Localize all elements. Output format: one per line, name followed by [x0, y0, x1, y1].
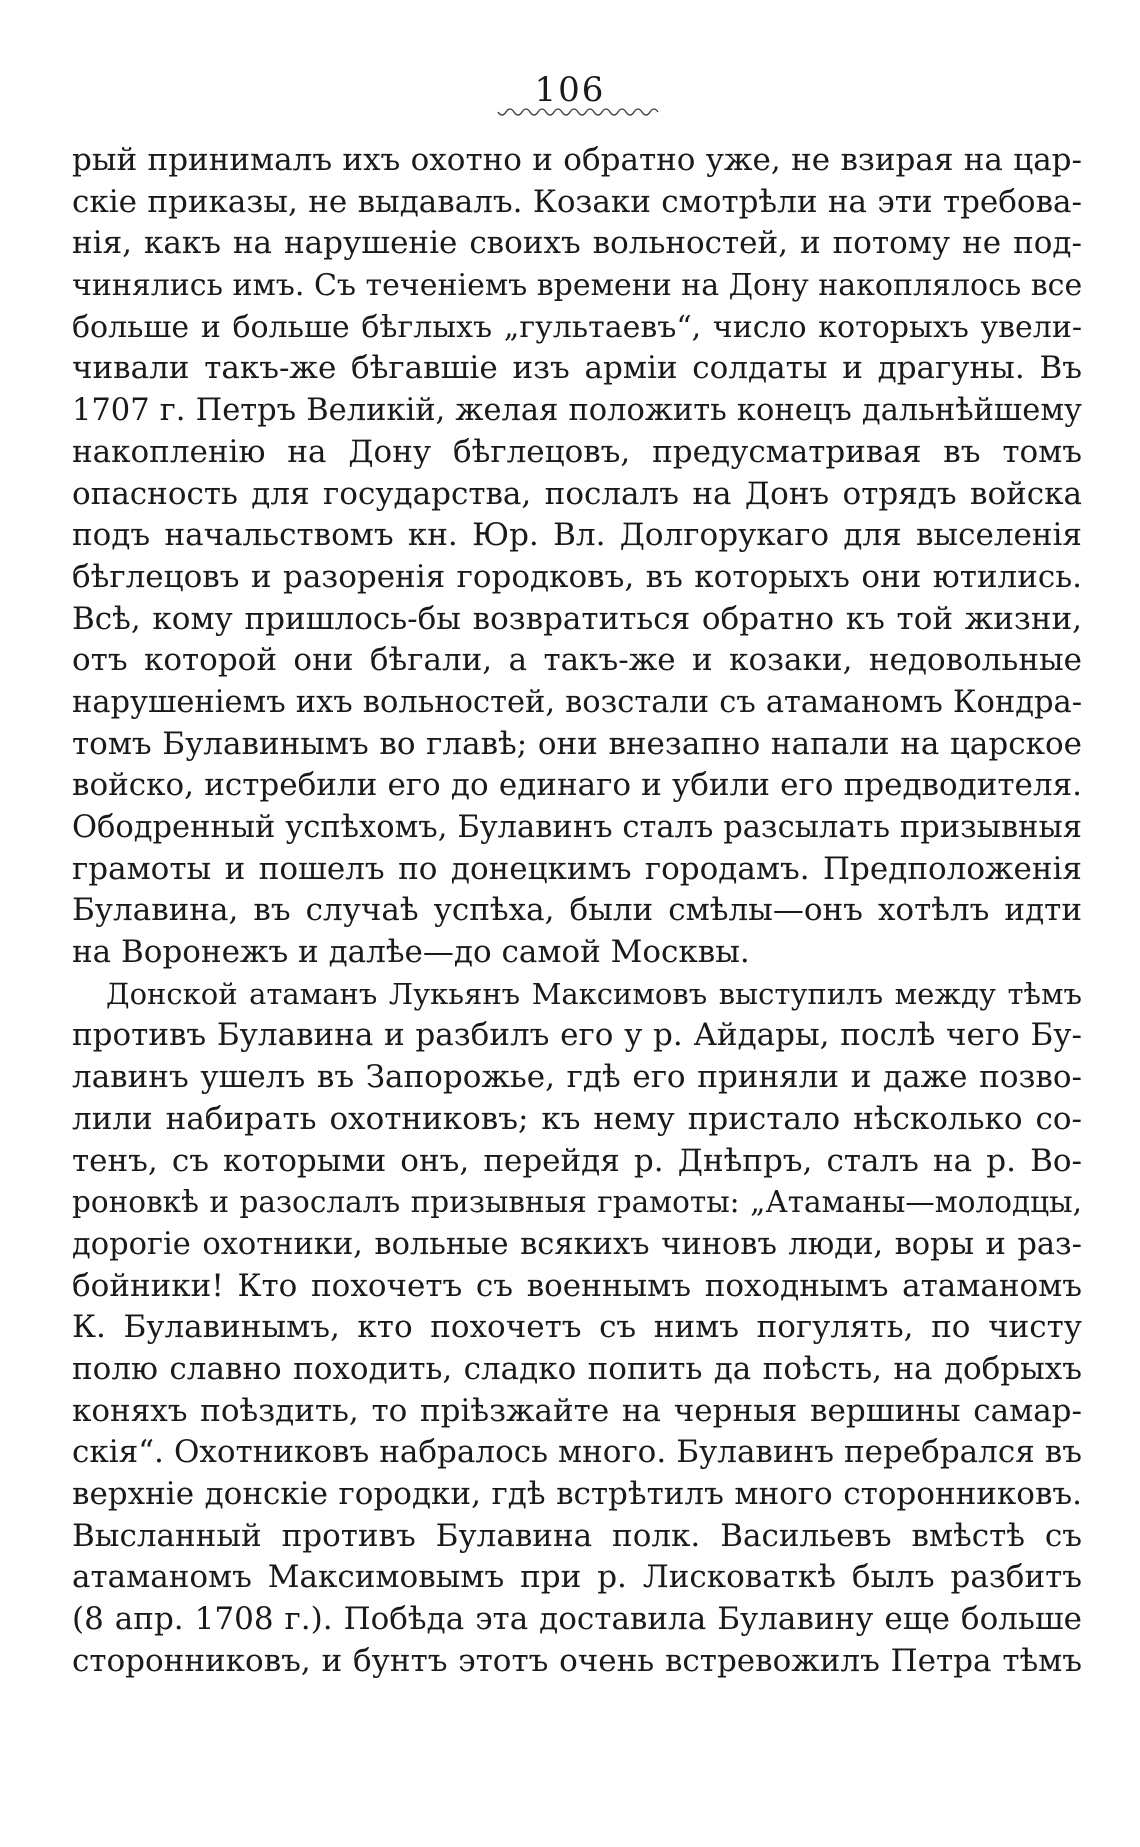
text-line: дорогіе охотники, вольные всякихъ чиновъ люди, воры и раз-: [72, 1226, 1082, 1262]
text-line: нарушеніемъ ихъ вольностей, возстали съ атаманомъ Кондра-: [72, 684, 1082, 720]
text-line: больше и больше бѣглыхъ „гультаевъ“, число которыхъ увели-: [72, 309, 1082, 345]
text-line: томъ Булавинымъ во главѣ; они внезапно напали на царское: [72, 725, 1082, 762]
text-line: роновкѣ и разослалъ призывныя грамоты: „Атаманы—молодцы,: [72, 1185, 1082, 1220]
text-line: грамоты и пошелъ по донецкимъ городамъ. Предположенія: [72, 850, 1082, 887]
text-line: сторонниковъ, и бунтъ этотъ очень встревожилъ Петра тѣмъ: [72, 1642, 1082, 1679]
body-text: [72, 140, 1082, 1682]
text-line: на Воронежъ и далѣе—до самой Москвы.: [72, 934, 750, 971]
text-line: нія, какъ на нарушеніе своихъ вольностей, и потому не под-: [72, 225, 1082, 262]
text-line: верхніе донскіе городки, гдѣ встрѣтилъ много сторонниковъ.: [72, 1476, 1082, 1512]
text-line: полю славно походить, сладко попить да поѣсть, на добрыхъ: [72, 1350, 1082, 1387]
paragraph-2: [72, 974, 1082, 1683]
text-line: подъ начальствомъ кн. Юр. Вл. Долгорукаго для выселенія: [72, 517, 1082, 554]
text-line: войско, истребили его до единаго и убили его предводителя.: [72, 767, 1082, 804]
text-line: Всѣ, кому пришлось-бы возвратиться обратно къ той жизни,: [72, 600, 1082, 637]
text-line: опасность для государства, послалъ на Донъ отрядъ войска: [72, 475, 1082, 512]
text-line: лили набирать охотниковъ; къ нему пристало нѣсколько со-: [72, 1100, 1082, 1137]
text-line: отъ которой они бѣгали, а такъ-же и козаки, недовольные: [72, 642, 1082, 679]
wavy-underline-ornament: [496, 108, 660, 120]
paragraph-1: [72, 140, 1082, 974]
text-line: Донской атаманъ Лукьянъ Максимовъ выступилъ между тѣмъ: [106, 976, 1082, 1011]
text-line: чивали такъ-же бѣгавшіе изъ арміи солдаты и драгуны. Въ: [72, 350, 1082, 387]
text-line: чинялись имъ. Съ теченіемъ времени на Дону накоплялось все: [72, 268, 1082, 304]
text-line: накопленію на Дону бѣглецовъ, предусматривая въ томъ: [72, 433, 1082, 470]
page-number: 106: [534, 70, 606, 110]
text-line: атаманомъ Максимовымъ при р. Лисковаткѣ былъ разбитъ: [72, 1559, 1082, 1596]
text-line: (8 апр. 1708 г.). Побѣда эта доставила Булавину еще больше: [72, 1601, 1082, 1638]
text-line: бойники! Кто похочетъ съ военнымъ походнымъ атаманомъ: [72, 1267, 1082, 1304]
text-line: скіе приказы, не выдавалъ. Козаки смотрѣли на эти требова-: [72, 183, 1082, 220]
text-line: 1707 г. Петръ Великій, желая положить конецъ дальнѣйшему: [72, 393, 1082, 429]
text-line: противъ Булавина и разбилъ его у р. Айдары, послѣ чего Бу-: [72, 1017, 1082, 1054]
text-line: коняхъ поѣздить, то пріѣзжайте на черныя вершины самар-: [72, 1392, 1082, 1429]
text-line: тенъ, съ которыми онъ, перейдя р. Днѣпръ, сталъ на р. Во-: [72, 1142, 1082, 1179]
text-line: Высланный противъ Булавина полк. Васильевъ вмѣстѣ съ: [72, 1517, 1082, 1554]
text-line: Булавина, въ случаѣ успѣха, были смѣлы—онъ хотѣлъ идти: [72, 892, 1082, 929]
text-line: скія“. Охотниковъ набралось много. Булавинъ перебрался въ: [72, 1434, 1082, 1471]
text-line: рый принималъ ихъ охотно и обратно уже, не взирая на цар-: [72, 142, 1082, 178]
page-header: [0, 70, 1140, 110]
text-line: Ободренный успѣхомъ, Булавинъ сталъ разсылать призывныя: [72, 810, 1082, 845]
text-line: лавинъ ушелъ въ Запорожье, гдѣ его приняли и даже позво-: [72, 1059, 1082, 1096]
text-line: бѣглецовъ и разоренія городковъ, въ которыхъ они ютились.: [72, 558, 1082, 595]
text-line: К. Булавинымъ, кто похочетъ съ нимъ погулять, по чисту: [72, 1309, 1082, 1346]
